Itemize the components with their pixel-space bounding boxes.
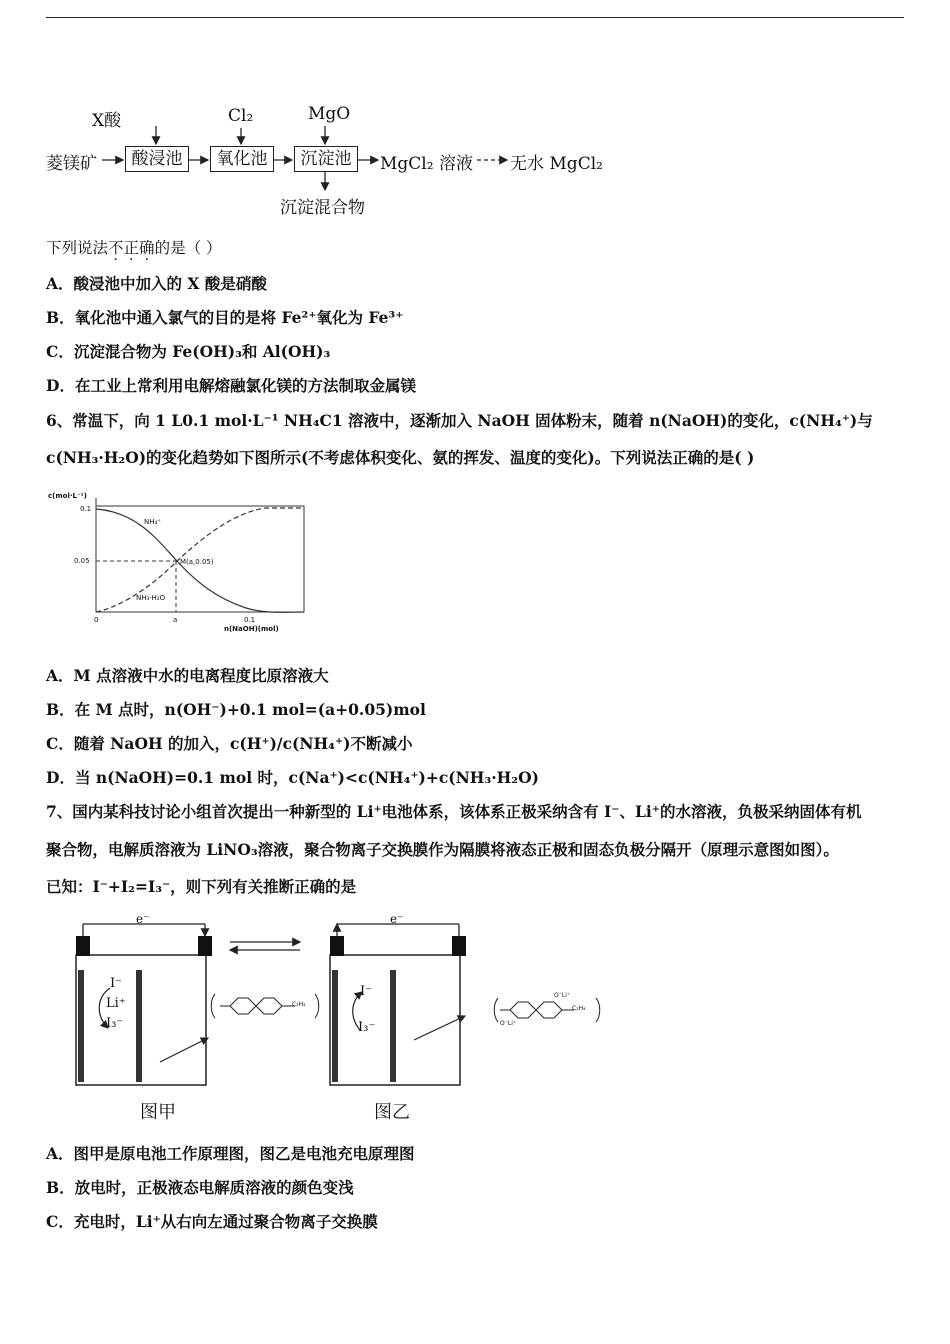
q7-stem-line-2: 聚合物，电解质溶液为 LiNO₃溶液，聚合物离子交换膜作为隔膜将液态正极和固态负极分隔开（原理示意图如图）。	[46, 840, 839, 859]
flow-box-oxidation: 氧化池	[210, 146, 274, 172]
q7-option-c: C．充电时，Li⁺从右向左通过聚合物离子交换膜	[46, 1212, 378, 1231]
q5-option-a: A．酸浸池中加入的 X 酸是硝酸	[46, 274, 267, 293]
polymer-right-oli-bottom: O⁻Li⁺	[500, 1020, 517, 1027]
polymer-right-oli-top: O⁻Li⁺	[554, 992, 571, 999]
q6-stem-line-1: 6、常温下，向 1 L0.1 mol·L⁻¹ NH₄C1 溶液中，逐渐加入 NaOH 固体粉末，随着 n(NaOH)的变化，c(NH₄⁺)与	[46, 411, 873, 430]
graph-x-tick-01: 0.1	[244, 616, 256, 624]
flow-reagent-2: Cl₂	[228, 106, 254, 126]
q7-option-b: B．放电时，正极液态电解质溶液的颜色变浅	[46, 1178, 354, 1197]
electron-label-left: e⁻	[136, 912, 150, 926]
q5-stem-pre: 下列说法	[46, 239, 109, 257]
q5-stem-emphasis-1: 不	[108, 239, 124, 257]
ion-i3-left: I₃⁻	[106, 1016, 124, 1031]
figure-label-jia: 图甲	[140, 1102, 176, 1123]
q5-option-b: B．氧化池中通入氯气的目的是将 Fe²⁺氧化为 Fe³⁺	[46, 308, 404, 327]
graph-x-tick-a: a	[173, 616, 178, 624]
q5-stem	[46, 236, 222, 258]
flow-box-acid: 酸浸池	[125, 146, 189, 172]
polymer-left-chain: C₂H₄	[292, 1001, 306, 1008]
ion-li-left: Li⁺	[106, 996, 126, 1011]
ion-i-right: I⁻	[360, 984, 372, 999]
flow-reagent-3: MgO	[308, 104, 351, 124]
graph-curve-nh4: NH₄⁺	[144, 518, 162, 526]
graph-y-label: c(mol·L⁻¹)	[48, 492, 87, 500]
q7-stem-line-1: 7、国内某科技讨论小组首次提出一种新型的 Li⁺电池体系，该体系正极采纳含有 I⁻、Li⁺的水溶液，负极采纳固体有机	[46, 802, 862, 821]
concentration-graph	[46, 488, 306, 640]
flow-product-anhydrous: 无水 MgCl₂	[510, 154, 603, 174]
ion-i-left: I⁻	[110, 976, 122, 991]
electron-label-right: e⁻	[390, 912, 404, 926]
q7-option-a: A．图甲是原电池工作原理图，图乙是电池充电原理图	[46, 1144, 415, 1163]
flow-product-solution: MgCl₂ 溶液	[380, 154, 473, 174]
battery-diagram-drawing	[60, 910, 620, 1125]
graph-curve-nh3h2o: NH₃·H₂O	[136, 594, 166, 602]
figure-label-yi: 图乙	[374, 1102, 410, 1123]
flow-byproduct: 沉淀混合物	[280, 198, 365, 218]
graph-point-m: M(a,0.05)	[180, 558, 214, 566]
q6-option-d: D．当 n(NaOH)=0.1 mol 时，c(Na⁺)<c(NH₄⁺)+c(NH₃·H₂O)	[46, 768, 539, 787]
battery-diagram	[60, 910, 620, 1125]
flow-reagent-1: X酸	[92, 111, 122, 131]
flow-arrows	[0, 0, 620, 220]
graph-y-tick-mid: 0.05	[74, 557, 90, 565]
polymer-right-chain: C₂H₄	[572, 1005, 586, 1012]
flow-start: 菱镁矿	[46, 154, 97, 174]
graph-y-tick-top: 0.1	[80, 505, 92, 513]
q6-stem-line-2: c(NH₃·H₂O)的变化趋势如下图所示(不考虑体积变化、氨的挥发、温度的变化)。下列说法正确的是( )	[46, 448, 755, 467]
q6-option-a: A．M 点溶液中水的电离程度比原溶液大	[46, 666, 329, 685]
q7-stem-line-3: 已知：I⁻+I₂=I₃⁻，则下列有关推断正确的是	[46, 877, 357, 896]
q5-stem-post: 的是（ ）	[154, 239, 222, 257]
q5-option-d: D．在工业上常利用电解熔融氯化镁的方法制取金属镁	[46, 376, 416, 395]
flow-box-precipitation: 沉淀池	[294, 146, 358, 172]
graph-x-tick-0: 0	[94, 616, 99, 624]
q6-option-c: C．随着 NaOH 的加入，c(H⁺)/c(NH₄⁺)不断减小	[46, 734, 413, 753]
q5-option-c: C．沉淀混合物为 Fe(OH)₃和 Al(OH)₃	[46, 342, 331, 361]
ion-i3-right: I₃⁻	[358, 1020, 376, 1035]
q5-stem-emphasis-2: 正	[123, 239, 140, 257]
q5-stem-emphasis-3: 确	[139, 239, 155, 257]
q6-option-b: B．在 M 点时，n(OH⁻)+0.1 mol=(a+0.05)mol	[46, 700, 426, 719]
graph-x-label: n(NaOH)(mol)	[224, 625, 279, 633]
